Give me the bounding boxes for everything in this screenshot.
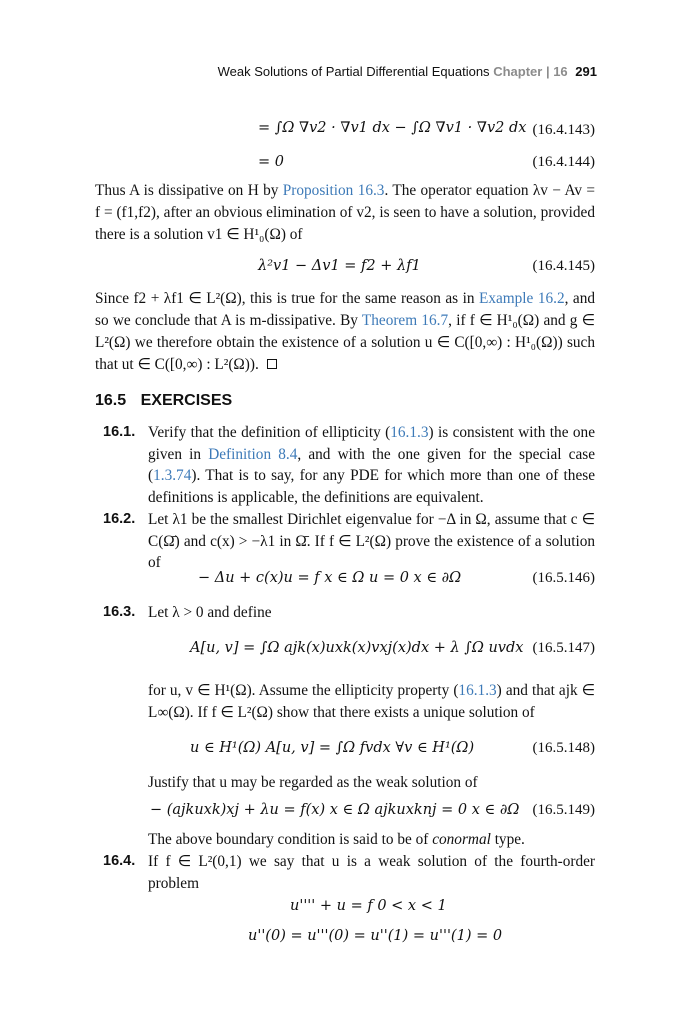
- paragraph-text: . The operator equation λv − Av = f = (f1,f2), after an obvious elimination of v2, is seen to have a solution, provided there is a solution v1 ∈ H¹₀(Ω) of: [95, 182, 596, 243]
- equation-16-5-149: [150, 802, 519, 818]
- exercise-number: 16.1.: [103, 424, 136, 440]
- exercise-16-3-conormal: [148, 829, 595, 851]
- exercise-text: type.: [494, 831, 525, 848]
- equation-body: − Δu + c(x)u = f x ∈ Ω u = 0 x ∈ ∂Ω: [198, 570, 462, 586]
- equation-link[interactable]: 16.1.3: [458, 682, 497, 699]
- proposition-link[interactable]: Proposition 16.3: [282, 182, 385, 199]
- exercise-text: ). That is to say, for any PDE for which more than one of these definitions is applicable, the definitions are equivalent.: [148, 467, 595, 506]
- exercise-text: Verify that the definition of ellipticity (: [148, 424, 391, 441]
- theorem-link[interactable]: Theorem 16.7: [361, 312, 449, 329]
- equation-body: A[u, v] = ∫Ω ajk(x)uxk(x)vxj(x)dx + λ ∫Ω uvdx: [190, 640, 524, 656]
- exercise-number: 16.2.: [103, 511, 136, 527]
- page-number: 291: [575, 64, 597, 79]
- equation-link[interactable]: 1.3.74: [153, 467, 192, 484]
- equation-link[interactable]: 16.1.3: [390, 424, 429, 441]
- equation-16-4-143: [258, 120, 526, 136]
- equation-number: (16.5.146): [532, 570, 595, 586]
- exercise-text: ) and that ajk ∈ L∞(Ω). If f ∈ L²(Ω) show that there exists a unique solution of: [148, 682, 595, 721]
- equation-number: (16.4.145): [532, 258, 595, 274]
- equation-number: (16.5.147): [532, 640, 595, 656]
- exercise-number: 16.3.: [103, 604, 136, 620]
- exercise-number: 16.4.: [103, 853, 136, 869]
- exercise-16-3-body: [148, 680, 595, 723]
- paragraph-text: , if f ∈ H¹₀(Ω) and g ∈ L²(Ω) we therefore obtain the existence of a solution u ∈ C([0,∞) : H¹₀(Ω)) such that ut ∈ C([0,∞) : L²(Ω)).: [95, 312, 595, 373]
- equation-16-4-144: [258, 154, 284, 170]
- equation-boundary-conditions: [248, 928, 502, 944]
- equation-body: − (ajkuxk)xj + λu = f(x) x ∈ Ω ajkuxknj = 0 x ∈ ∂Ω: [150, 802, 520, 818]
- qed-box-icon: [267, 359, 277, 369]
- exercise-text: If f ∈ L²(0,1) we say that u is a weak solution of the fourth-order problem: [148, 853, 595, 892]
- running-title: Weak Solutions of Partial Differential Equations: [217, 64, 490, 79]
- paragraph-text: Thus A is dissipative on H by: [95, 182, 279, 199]
- equation-number: (16.5.148): [532, 740, 595, 756]
- equation-16-5-146: [198, 570, 461, 586]
- chapter-label: Chapter: [493, 64, 543, 79]
- equation-body: = ∫Ω ∇v2 · ∇v1 dx − ∫Ω ∇v1 · ∇v2 dx: [258, 120, 527, 136]
- conormal-term: conormal: [432, 831, 491, 848]
- equation-number: (16.5.149): [532, 802, 595, 818]
- exercise-text: Justify that u may be regarded as the weak solution of: [148, 774, 478, 791]
- exercise-16-3-justify: [148, 772, 595, 794]
- equation-16-4-145: [258, 258, 421, 274]
- definition-link[interactable]: Definition 8.4: [208, 445, 298, 463]
- equation-number: (16.4.143): [532, 122, 595, 138]
- paragraph-dissipative: [95, 180, 595, 246]
- exercise-16-1: [148, 422, 595, 508]
- exercise-16-4: [148, 851, 595, 894]
- section-number: 16.5: [95, 392, 127, 409]
- chapter-number: 16: [553, 64, 568, 79]
- equation-body: = 0: [258, 154, 284, 170]
- exercise-16-2: [148, 509, 595, 574]
- equation-body: u'''' + u = f 0 < x < 1: [290, 898, 447, 914]
- example-link[interactable]: Example 16.2: [478, 290, 565, 307]
- equation-number: (16.4.144): [532, 154, 595, 170]
- equation-fourth-order: [290, 898, 447, 914]
- exercise-text: Let λ > 0 and define: [148, 604, 272, 621]
- header-separator: |: [545, 64, 550, 79]
- exercise-text: ) is consistent with the one given in: [148, 424, 595, 463]
- section-heading: [95, 392, 232, 410]
- section-title: EXERCISES: [140, 392, 233, 409]
- exercise-text: Let λ1 be the smallest Dirichlet eigenvalue for −Δ in Ω, assume that c ∈ C(Ω̄) and c(x) > −λ1 in Ω̄. If f ∈ L²(Ω) prove the existence of a solution of: [148, 511, 595, 571]
- equation-body: u''(0) = u'''(0) = u''(1) = u'''(1) = 0: [248, 928, 503, 944]
- equation-16-5-148: [190, 740, 474, 756]
- exercise-text: for u, v ∈ H¹(Ω). Assume the ellipticity property (: [148, 682, 459, 699]
- equation-body: λ²v1 − Δv1 = f2 + λf1: [258, 258, 421, 274]
- exercise-text: The above boundary condition is said to be of: [148, 831, 429, 848]
- exercise-16-3-intro: [148, 602, 595, 624]
- running-header: [0, 64, 597, 79]
- equation-16-5-147: [190, 640, 523, 656]
- exercise-text: , and with the one given for the special case (: [148, 445, 595, 484]
- paragraph-m-dissipative: [95, 288, 595, 376]
- paragraph-text: Since f2 + λf1 ∈ L²(Ω), this is true for the same reason as in: [95, 290, 475, 307]
- paragraph-text: , and so we conclude that A is m-dissipative. By: [95, 290, 595, 329]
- equation-body: u ∈ H¹(Ω) A[u, v] = ∫Ω fvdx ∀v ∈ H¹(Ω): [190, 740, 475, 756]
